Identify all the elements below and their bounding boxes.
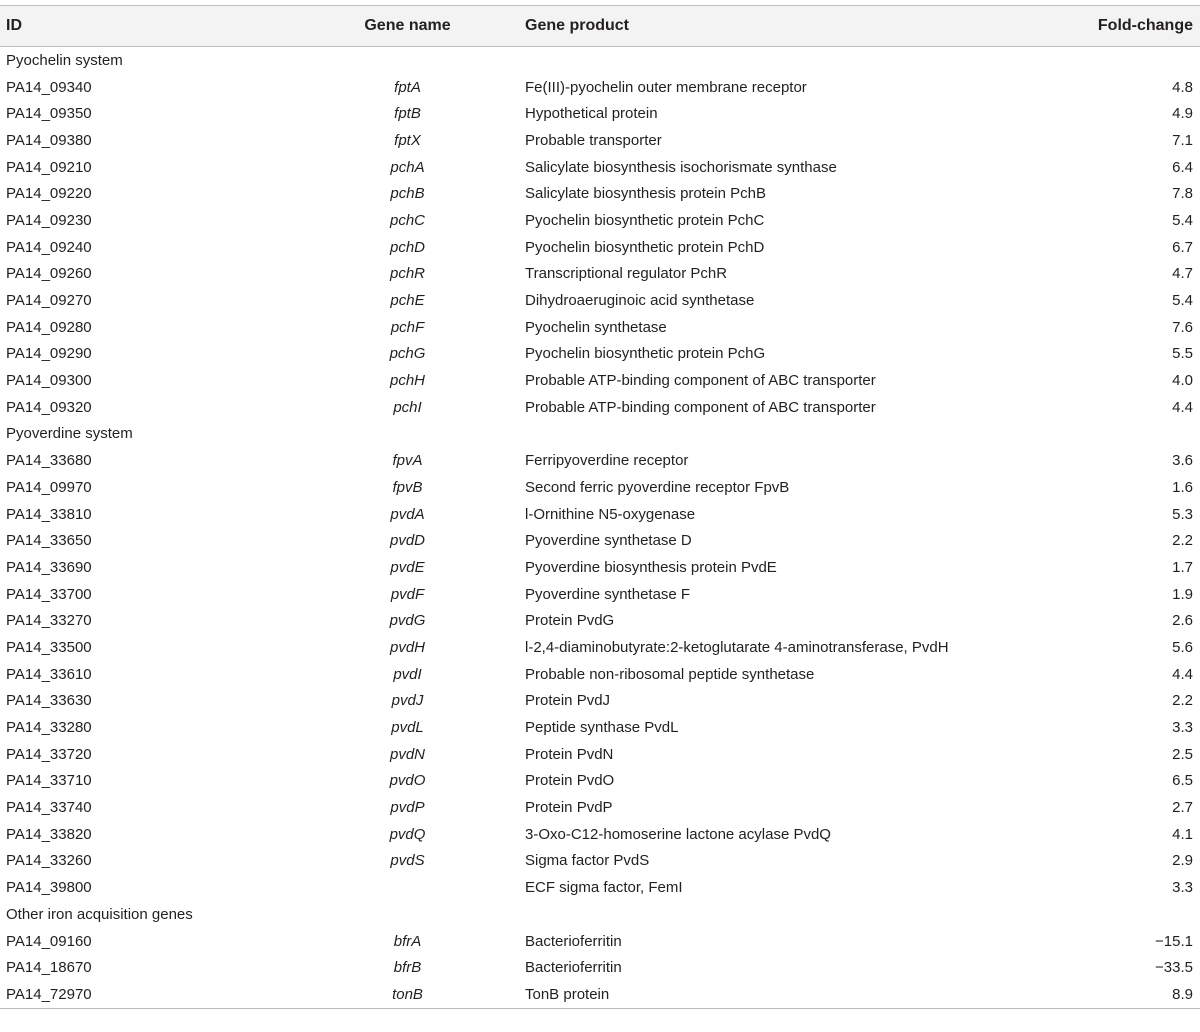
cell-gene-product: Pyochelin biosynthetic protein PchG [525,345,766,363]
table-row [0,794,1200,821]
cell-gene-name: pvdJ [391,692,424,710]
table-row [0,74,1200,101]
cell-fold-change: 4.4 [1172,398,1193,416]
cell-gene-product: Fe(III)-pyochelin outer membrane receptor [525,78,807,96]
table-header [0,6,1200,47]
cell-id: PA14_39800 [6,879,92,897]
cell-gene-product: Bacterioferritin [525,959,622,977]
cell-gene-product: Pyochelin synthetase [525,318,667,336]
cell-fold-change: 2.5 [1172,745,1193,763]
cell-id: PA14_09270 [6,292,92,310]
cell-gene-name: pvdO [389,772,426,790]
cell-gene-product: l-Ornithine N5-oxygenase [525,505,696,523]
cell-id: PA14_33500 [6,638,92,656]
cell-gene-name: fptX [394,131,421,149]
cell-id: PA14_33610 [6,665,92,683]
cell-id: PA14_33810 [6,505,92,523]
cell-id: PA14_33710 [6,772,92,790]
cell-gene-product: Dihydroaeruginoic acid synthetase [525,292,755,310]
cell-gene-product: TonB protein [510,981,1070,1008]
cell-fold-change: 8.9 [1070,981,1200,1008]
table-row [0,634,1200,661]
cell-fold-change: 2.9 [1172,852,1193,870]
cell-gene-name: fptB [394,105,421,123]
header-row [0,6,1200,47]
cell-gene-product: ECF sigma factor, FemI [525,879,683,897]
section-title: Other iron acquisition genes [6,905,193,923]
cell-id: PA14_09340 [6,78,92,96]
cell-id: PA14_18670 [6,959,92,977]
cell-gene-product: Probable non-ribosomal peptide synthetase [525,665,815,683]
cell-id: PA14_33630 [6,692,92,710]
table-row [0,607,1200,634]
cell-gene-name: pchB [390,185,425,203]
cell-gene-product: Protein PvdP [525,799,613,817]
cell-fold-change: 2.2 [1172,692,1193,710]
cell-gene-name: pchA [390,158,425,176]
table-row [0,688,1200,715]
header-fold-change: Fold-change [1070,6,1200,47]
cell-id: PA14_33680 [6,452,92,470]
cell-id: PA14_33270 [6,612,92,630]
table-row [0,714,1200,741]
table-row [0,180,1200,207]
cell-gene-name: pchH [389,372,426,390]
cell-gene-name: pchD [389,238,426,256]
cell-gene-product: Second ferric pyoverdine receptor FpvB [525,478,790,496]
cell-gene-name: pvdS [390,852,425,870]
cell-gene-name: pvdQ [389,825,426,843]
table-row [0,661,1200,688]
table-row [0,848,1200,875]
cell-id: PA14_09260 [6,265,92,283]
table-row [0,874,1200,901]
cell-gene-name: pchI [393,398,422,416]
cell-gene-name: pchE [390,292,425,310]
cell-gene-name: pchF [390,318,425,336]
cell-fold-change: 7.8 [1172,185,1193,203]
cell-gene-name: fpvA [392,452,423,470]
cell-gene-product: Protein PvdN [525,745,614,763]
cell-fold-change: 7.1 [1172,131,1193,149]
cell-gene-name: tonB [305,981,510,1008]
cell-gene-product: Bacterioferritin [525,932,622,950]
table-row [0,954,1200,981]
table-row [0,768,1200,795]
cell-gene-product: Pyochelin biosynthetic protein PchC [525,211,765,229]
cell-fold-change: 3.3 [1172,879,1193,897]
cell-id: PA14_33740 [6,799,92,817]
cell-gene-name: pvdG [389,612,426,630]
cell-gene-product: Pyoverdine synthetase D [525,532,692,550]
cell-gene-name: pvdL [391,719,424,737]
cell-fold-change: 6.5 [1172,772,1193,790]
cell-gene-name: pvdE [390,558,425,576]
table-row [0,100,1200,127]
cell-id: PA14_33280 [6,719,92,737]
table-row [0,127,1200,154]
table-row [0,154,1200,181]
table-row [0,928,1200,955]
cell-fold-change: 1.9 [1172,585,1193,603]
cell-id: PA14_09320 [6,398,92,416]
cell-fold-change: 1.7 [1172,558,1193,576]
table-row [0,394,1200,421]
cell-gene-product: Protein PvdG [525,612,615,630]
cell-fold-change: 5.4 [1172,211,1193,229]
cell-fold-change: 5.6 [1172,638,1193,656]
cell-gene-product: Pyoverdine biosynthesis protein PvdE [525,558,777,576]
cell-id: PA14_09240 [6,238,92,256]
table-row [0,261,1200,288]
header-gene-product: Gene product [510,6,1070,47]
header-gene-name: Gene name [305,6,510,47]
cell-id: PA14_33720 [6,745,92,763]
table-row [0,207,1200,234]
section-title: Pyoverdine system [6,425,133,443]
cell-gene-product: Salicylate biosynthesis isochorismate synthase [525,158,837,176]
cell-fold-change: 4.1 [1172,825,1193,843]
cell-fold-change: 5.5 [1172,345,1193,363]
cell-id: PA14_33260 [6,852,92,870]
gene-expression-table [0,5,1200,1009]
cell-id: PA14_09220 [6,185,92,203]
cell-id: PA14_33820 [6,825,92,843]
cell-id: PA14_33650 [6,532,92,550]
cell-gene-name: bfrA [393,932,422,950]
cell-gene-product: l-2,4-diaminobutyrate:2-ketoglutarate 4-aminotransferase, PvdH [525,638,949,656]
cell-id: PA14_09300 [6,372,92,390]
cell-gene-product: Probable transporter [525,131,662,149]
cell-id: PA14_72970 [0,981,305,1008]
cell-fold-change: 2.2 [1172,532,1193,550]
cell-gene-name [305,874,510,901]
table-row [0,287,1200,314]
cell-fold-change: 4.7 [1172,265,1193,283]
table-row [0,447,1200,474]
cell-gene-product: Protein PvdJ [525,692,611,710]
cell-fold-change: 2.6 [1172,612,1193,630]
cell-gene-name: pchG [389,345,426,363]
section-row [0,421,1200,448]
cell-gene-product: Sigma factor PvdS [525,852,650,870]
cell-id: PA14_09970 [6,478,92,496]
cell-fold-change: 4.9 [1172,105,1193,123]
table-row [0,554,1200,581]
cell-gene-product: Probable ATP-binding component of ABC transporter [525,372,876,390]
cell-fold-change: 1.6 [1172,478,1193,496]
cell-fold-change: 6.4 [1172,158,1193,176]
cell-gene-product: 3-Oxo-C12-homoserine lactone acylase PvdQ [525,825,831,843]
cell-id: PA14_33690 [6,558,92,576]
cell-fold-change: 6.7 [1172,238,1193,256]
cell-fold-change: 5.3 [1172,505,1193,523]
table-row [0,581,1200,608]
cell-gene-product: Probable ATP-binding component of ABC transporter [525,398,876,416]
table-row [0,367,1200,394]
cell-gene-name: bfrB [393,959,422,977]
cell-fold-change: 2.7 [1172,799,1193,817]
cell-gene-name: fpvB [392,478,423,496]
cell-id: PA14_09230 [6,211,92,229]
section-row [0,47,1200,74]
cell-fold-change: −15.1 [1155,932,1193,950]
table-row [0,821,1200,848]
cell-id: PA14_09160 [6,932,92,950]
cell-fold-change: 4.8 [1172,78,1193,96]
cell-gene-name: pchC [389,211,426,229]
cell-gene-product: Peptide synthase PvdL [525,719,679,737]
cell-gene-product: Ferripyoverdine receptor [525,452,689,470]
cell-fold-change: 4.0 [1172,372,1193,390]
header-id: ID [0,6,305,47]
cell-fold-change: 4.4 [1172,665,1193,683]
cell-gene-product: Transcriptional regulator PchR [525,265,728,283]
cell-id: PA14_09280 [6,318,92,336]
cell-gene-name: pvdD [389,532,426,550]
cell-gene-product: Protein PvdO [525,772,615,790]
cell-gene-name: pvdI [393,665,422,683]
cell-gene-name: pvdP [390,799,425,817]
cell-gene-name: pvdH [389,638,426,656]
cell-id: PA14_09380 [6,131,92,149]
cell-fold-change: 3.3 [1172,719,1193,737]
table-row [0,741,1200,768]
cell-gene-name: pvdA [390,505,425,523]
cell-id: PA14_33700 [6,585,92,603]
table-row [0,501,1200,528]
table-body [0,47,1200,1009]
cell-gene-name: pchR [389,265,426,283]
section-title: Pyochelin system [6,51,123,69]
table-row [0,474,1200,501]
cell-id: PA14_09350 [6,105,92,123]
cell-gene-product: Salicylate biosynthesis protein PchB [525,185,766,203]
table-row [0,981,1200,1008]
section-row [0,901,1200,928]
cell-id: PA14_09290 [6,345,92,363]
gene-table-container [0,5,1200,1032]
cell-gene-product: Pyochelin biosynthetic protein PchD [525,238,765,256]
cell-gene-name: fptA [394,78,421,96]
cell-gene-name: pvdF [390,585,425,603]
table-row [0,314,1200,341]
table-row [0,341,1200,368]
cell-fold-change: 3.6 [1172,452,1193,470]
cell-fold-change: −33.5 [1155,959,1193,977]
table-row [0,527,1200,554]
cell-gene-product: Pyoverdine synthetase F [525,585,691,603]
cell-id: PA14_09210 [6,158,92,176]
cell-fold-change: 5.4 [1172,292,1193,310]
cell-gene-product: Hypothetical protein [525,105,658,123]
cell-fold-change: 7.6 [1172,318,1193,336]
cell-gene-name: pvdN [389,745,426,763]
table-row [0,234,1200,261]
